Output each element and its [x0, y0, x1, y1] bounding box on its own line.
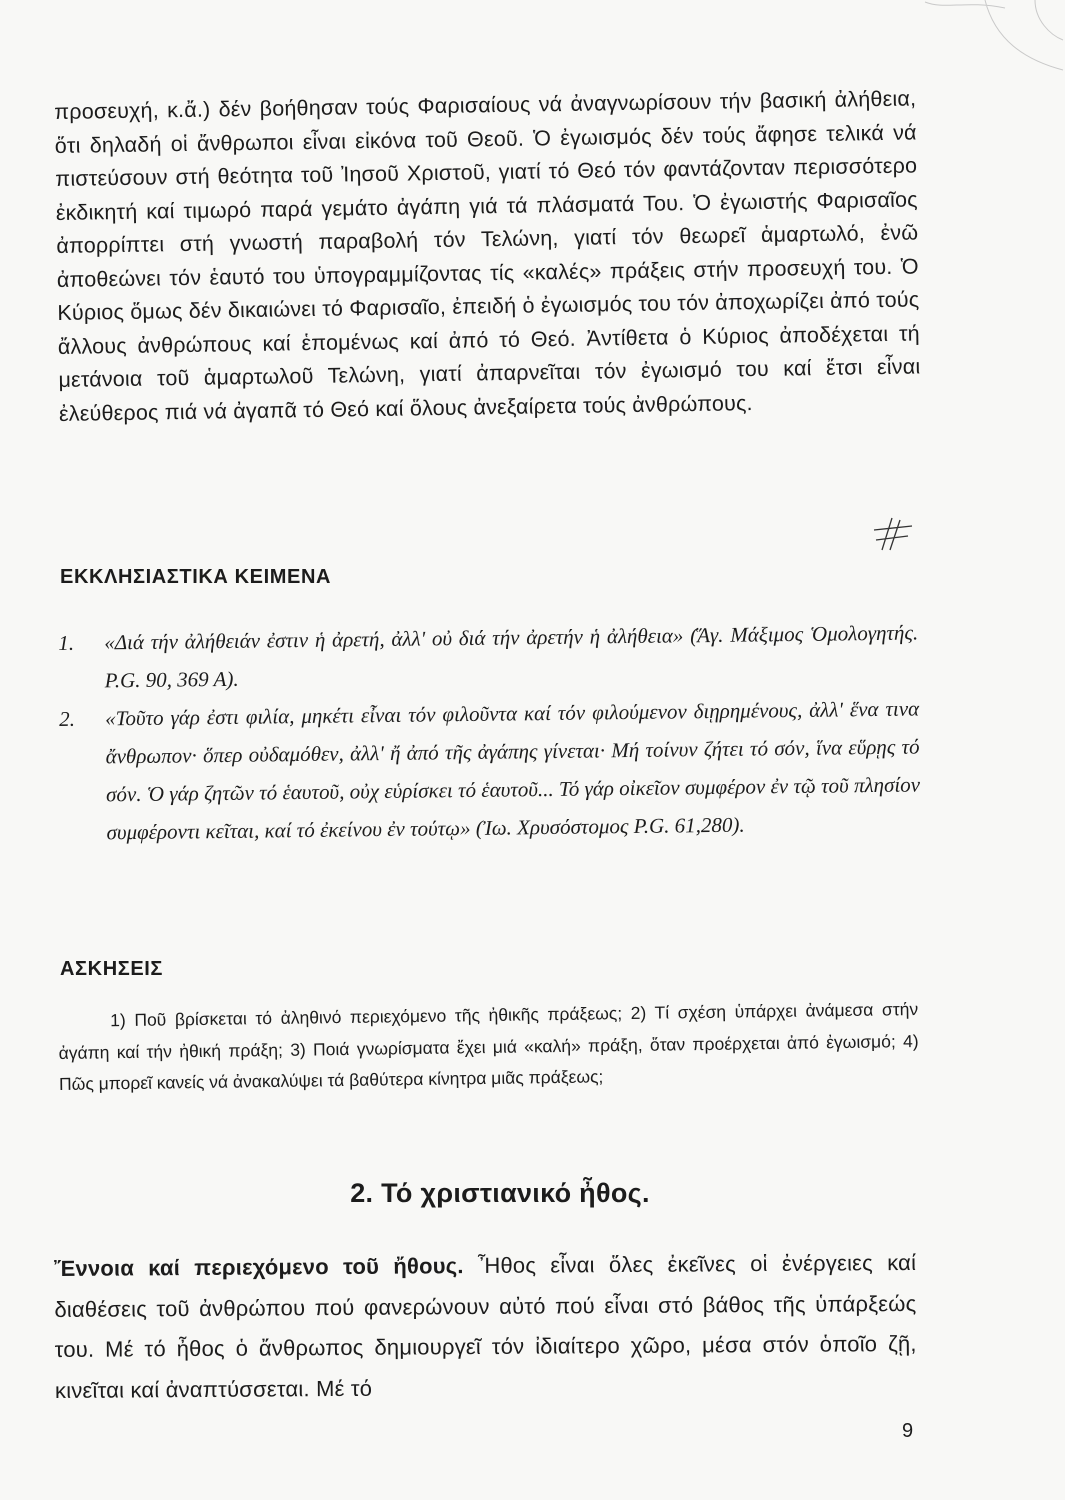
paragraph-ethos — [54, 1243, 917, 1411]
quote-number: 2. — [59, 706, 76, 731]
list-item — [59, 689, 921, 851]
paragraph-ethos-text: Ἦθος εἶναι ὅλες ἐκεῖνες οἱ ἐνέργειες καί διαθέσεις τοῦ ἀνθρώπου πού φανερώνουν αὐτό πού εἶναι στό βάθος τῆς ὑπάρξεώς του. Μέ τό ἦθος ὁ ἄνθρωπος δημιουργεῖ τόν ἰδιαίτερο χῶρο, μέσα στόν ὁποῖο ζῇ, κινεῖται καί ἀναπτύσσεται. Μέ τό — [54, 1249, 917, 1403]
handwritten-hash-mark — [868, 514, 918, 554]
paragraph-egoism: προσευχή, κ.ἄ.) δέν βοήθησαν τούς Φαρισαίους νά ἀναγνωρίσουν τήν βασική ἀλήθεια, ὅτι δηλαδή οἱ ἄνθρωποι εἶναι εἰκόνα τοῦ Θεοῦ. Ὁ ἐγωισμός δέν τούς ἄφησε τελικά νά πιστεύσουν στή θεότητα τοῦ Ἰησοῦ Χριστοῦ, γιατί τό Θεό τόν φαντάζονταν περισσότερο ἐκδικητή καί τιμωρό παρά γεμάτο ἀγάπη γιά τά πλάσματά Του. Ὁ ἐγωιστής Φαρισαῖος ἀπορρίπτει στή γνωστή παραβολή τόν Τελώνη, γιατί τόν θεωρεῖ ἁμαρτωλό, ἐνῶ ἀποθεώνει τόν ἑαυτό του ὑπογραμμίζοντας τίς «καλές» πράξεις στήν προσευχή του. Ὁ Κύριος ὅμως δέν δικαιώνει τό Φαρισαῖο, ἐπειδή ὁ ἐγωισμός του τόν ἀποχωρίζει ἀπό τούς ἄλλους ἀνθρώπους καί ἑπομένως καί ἀπό τό Θεό. Ἀντίθετα ὁ Κύριος ἀποδέχεται τή μετάνοια τοῦ ἁμαρτωλοῦ Τελώνη, γιατί ἀπαρνεῖται τόν ἐγωισμό του καί ἔτσι εἶναι ἐλεύθερος πιά νά ἀγαπᾶ τό Θεό καί ὅλους ἀνεξαίρετα τούς ἀνθρώπους. — [54, 86, 921, 426]
chapter-title: 2. Τό χριστιανικό ἦθος. — [350, 1178, 650, 1208]
quote-text: «Διά τήν ἀλήθειάν ἐστιν ἡ ἀρετή, ἀλλ' οὐ διά τήν ἀρετήν ἡ ἀλήθεια» (Ἅγ. Μάξιμος Ὁμολογητής. P.G. 90, 369 A). — [104, 620, 919, 693]
quotes-list — [58, 613, 921, 851]
list-item — [58, 613, 919, 700]
section-heading-ecclesiastical-texts: ΕΚΚΛΗΣΙΑΣΤΙΚΑ ΚΕΙΜΕΝΑ — [60, 566, 332, 588]
quote-number: 1. — [58, 630, 75, 655]
section-heading-exercises: ΑΣΚΗΣΕΙΣ — [60, 958, 164, 980]
quote-text: «Τοῦτο γάρ ἐστι φιλία, μηκέτι εἶναι τόν φιλοῦντα καί τόν φιλούμενον διῃρημένους, ἀλλ' ἕνα τινα ἄνθρωπον· ὅπερ οὐδαμόθεν, ἀλλ' ἤ ἀπό τῆς ἀγάπης γίνεται· Μή τοίνυν ζήτει τό σόν, ἵνα εὕρῃς τό σόν. Ὁ γάρ ζητῶν τό ἑαυτοῦ, οὐχ εὑρίσκει τό ἑαυτοῦ... Τό γάρ οἰκεῖον συμφέρον ἐν τῷ τοῦ πλησίον συμφέροντι κεῖται, καί τό ἐκείνου ἐν τούτῳ» (Ἰω. Χρυσόστομος P.G. 61,280). — [105, 696, 921, 845]
exercises-text: 1) Ποῦ βρίσκεται τό ἀληθινό περιεχόμενο τῆς ἠθικῆς πράξεως; 2) Τί σχέση ὑπάρχει ἀνάμεσα στήν ἀγάπη καί τήν ἠθική πράξη; 3) Ποιά γνωρίσματα ἔχει μιά «καλή» πράξη, ὅταν προέρχεται ἀπό ἐγωισμό; 4) Πῶς μπορεῖ κανείς νά ἀνακαλύψει τά βαθύτερα κίνητρα μιᾶς πράξεως; — [58, 998, 919, 1094]
page-number: 9 — [902, 1420, 914, 1442]
paragraph-lead-heading: Ἔννοια καί περιεχόμενο τοῦ ἤθους. — [54, 1253, 464, 1281]
